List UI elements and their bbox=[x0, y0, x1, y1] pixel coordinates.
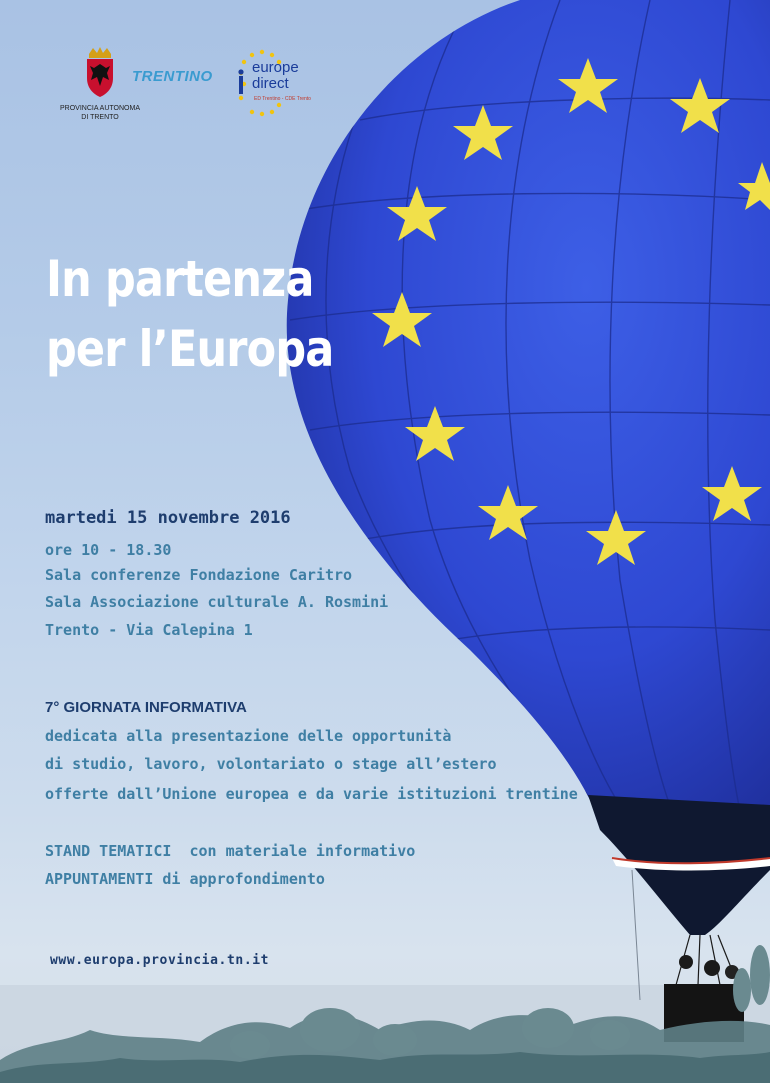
stand-text: con materiale informativo bbox=[171, 842, 416, 860]
title-line-2: per l’Europa bbox=[46, 320, 334, 378]
event-venue-2: Sala Associazione culturale A. Rosmini bbox=[45, 593, 389, 611]
provincia-logo bbox=[60, 46, 140, 122]
info-day-heading: 7° GIORNATA INFORMATIVA bbox=[45, 699, 247, 716]
europe-direct-subtitle: ED Trentino - CDE Trento bbox=[254, 96, 311, 102]
trentino-logo: TRENTINO bbox=[132, 68, 213, 85]
event-time: ore 10 - 18.30 bbox=[45, 541, 172, 559]
europe-direct-word2: direct bbox=[252, 75, 289, 92]
event-venue-1: Sala conferenze Fondazione Caritro bbox=[45, 566, 353, 584]
event-date: martedi 15 novembre 2016 bbox=[45, 508, 291, 528]
description-line-3: offerte dall’Unione europea e da varie istituzioni trentine bbox=[45, 785, 578, 803]
logo-bar bbox=[60, 46, 320, 126]
europe-direct-logo bbox=[232, 46, 352, 118]
balloon-envelope bbox=[287, 0, 770, 820]
title-line-1: In partenza bbox=[46, 250, 314, 308]
appointments-text: di approfondimento bbox=[153, 870, 325, 888]
provincia-caption: PROVINCIA AUTONOMA DI TRENTO bbox=[60, 105, 140, 121]
stand-label: STAND TEMATICI bbox=[45, 842, 172, 860]
description-line-2: di studio, lavoro, volontariato o stage all’estero bbox=[45, 755, 497, 773]
description-line-1: dedicata alla presentazione delle opportunità bbox=[45, 727, 452, 745]
appointments-line bbox=[45, 870, 325, 888]
website-link[interactable]: www.europa.provincia.tn.it bbox=[50, 953, 270, 968]
stand-line bbox=[45, 842, 415, 860]
event-address: Trento - Via Calepina 1 bbox=[45, 621, 253, 639]
poster-title bbox=[46, 244, 333, 384]
appointments-label: APPUNTAMENTI bbox=[45, 870, 154, 888]
coat-of-arms-icon bbox=[83, 46, 117, 98]
europe-direct-word1: europe bbox=[252, 59, 299, 76]
